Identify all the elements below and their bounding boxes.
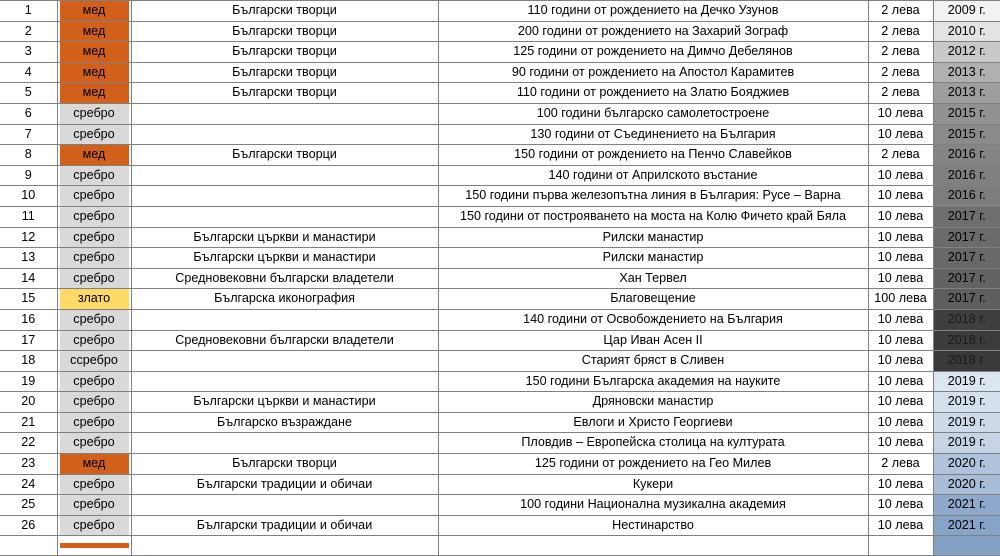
metal-chip-silver: сребро	[60, 104, 129, 124]
cell-year[interactable]: 2012 г.	[933, 42, 1000, 63]
metal-chip-silver: сребро	[60, 516, 129, 536]
cell-description[interactable]: Хан Тервел	[438, 268, 868, 289]
cell-metal[interactable]	[57, 21, 131, 42]
cell-denomination[interactable]: 10 лева	[868, 165, 933, 186]
cell-denomination[interactable]: 2 лева	[868, 1, 933, 22]
cell-row-number[interactable]: 17	[0, 330, 57, 351]
metal-chip-copper: мед	[60, 22, 129, 42]
cell-metal[interactable]	[57, 62, 131, 83]
cell-metal[interactable]	[57, 495, 131, 516]
cell-row-number[interactable]: 12	[0, 227, 57, 248]
cell-metal[interactable]	[57, 474, 131, 495]
cell-series[interactable]: Български творци	[131, 62, 438, 83]
cell-year[interactable]: 2018 г.	[933, 330, 1000, 351]
cell-denomination[interactable]: 10 лева	[868, 412, 933, 433]
cell-metal[interactable]	[57, 42, 131, 63]
table-row[interactable]	[0, 206, 1000, 227]
cell-metal[interactable]	[57, 536, 131, 556]
cell-metal[interactable]	[57, 186, 131, 207]
cell-metal[interactable]	[57, 351, 131, 372]
metal-chip-silver: сребро	[60, 310, 129, 330]
cell-series[interactable]: Български църкви и манастири	[131, 248, 438, 269]
table-row[interactable]	[0, 186, 1000, 207]
cell-description[interactable]: Цар Иван Асен II	[438, 330, 868, 351]
cell-denomination[interactable]: 100 лева	[868, 289, 933, 310]
cell-description[interactable]: 200 години от рождението на Захарий Зограф	[438, 21, 868, 42]
cell-series[interactable]	[131, 536, 438, 556]
cell-row-number[interactable]: 3	[0, 42, 57, 63]
table-row[interactable]	[0, 474, 1000, 495]
cell-row-number[interactable]: 2	[0, 21, 57, 42]
metal-chip-copper: мед	[60, 63, 129, 83]
cell-row-number[interactable]: 9	[0, 165, 57, 186]
cell-description[interactable]: Благовещение	[438, 289, 868, 310]
cell-metal[interactable]	[57, 103, 131, 124]
cell-row-number[interactable]: 18	[0, 351, 57, 372]
cell-row-number[interactable]: 21	[0, 412, 57, 433]
metal-chip-silver: сребро	[60, 207, 129, 227]
table-row[interactable]	[0, 412, 1000, 433]
metal-chip-silver: сребро	[60, 186, 129, 206]
cell-row-number[interactable]: 19	[0, 371, 57, 392]
cell-row-number[interactable]: 10	[0, 186, 57, 207]
cell-series[interactable]: Български творци	[131, 145, 438, 166]
cell-year[interactable]: 2015 г.	[933, 124, 1000, 145]
cell-year[interactable]: 2016 г.	[933, 165, 1000, 186]
cell-metal[interactable]	[57, 206, 131, 227]
cell-metal[interactable]	[57, 309, 131, 330]
cell-denomination[interactable]: 2 лева	[868, 83, 933, 104]
cell-year[interactable]: 2017 г.	[933, 268, 1000, 289]
cell-year[interactable]	[933, 536, 1000, 556]
cell-description[interactable]: Евлоги и Христо Георгиеви	[438, 412, 868, 433]
metal-chip-silver: сребро	[60, 125, 129, 145]
cell-denomination[interactable]: 10 лева	[868, 351, 933, 372]
cell-series[interactable]: Средновековни български владетели	[131, 268, 438, 289]
cell-denomination[interactable]: 10 лева	[868, 124, 933, 145]
cell-row-number[interactable]: 20	[0, 392, 57, 413]
metal-chip-silver: сребро	[60, 475, 129, 495]
metal-chip-silver: сребро	[60, 372, 129, 392]
cell-denomination[interactable]: 10 лева	[868, 392, 933, 413]
cell-series[interactable]: Български църкви и манастири	[131, 227, 438, 248]
cell-denomination[interactable]: 10 лева	[868, 330, 933, 351]
cell-row-number[interactable]: 8	[0, 145, 57, 166]
cell-series[interactable]: Български традиции и обичаи	[131, 474, 438, 495]
cell-denomination[interactable]: 10 лева	[868, 515, 933, 536]
table-row[interactable]	[0, 165, 1000, 186]
table-row[interactable]	[0, 495, 1000, 516]
table-row[interactable]	[0, 351, 1000, 372]
table-row[interactable]	[0, 145, 1000, 166]
cell-description[interactable]: Нестинарство	[438, 515, 868, 536]
cell-denomination[interactable]: 10 лева	[868, 474, 933, 495]
cell-series[interactable]	[131, 309, 438, 330]
cell-description[interactable]: 150 години Българска академия на науките	[438, 371, 868, 392]
cell-row-number[interactable]: 16	[0, 309, 57, 330]
cell-year[interactable]: 2015 г.	[933, 103, 1000, 124]
cell-row-number[interactable]: 23	[0, 454, 57, 475]
cell-metal[interactable]	[57, 330, 131, 351]
cell-description[interactable]: 125 години от рождението на Гео Милев	[438, 454, 868, 475]
cell-denomination[interactable]: 10 лева	[868, 186, 933, 207]
cell-description[interactable]: 110 години от рождението на Дечко Узунов	[438, 1, 868, 22]
table-row[interactable]	[0, 371, 1000, 392]
cell-series[interactable]: Български творци	[131, 454, 438, 475]
cell-denomination[interactable]: 2 лева	[868, 42, 933, 63]
metal-chip-silver: сребро	[60, 166, 129, 186]
metal-chip-copper: мед	[60, 83, 129, 103]
cell-row-number[interactable]: 26	[0, 515, 57, 536]
cell-series[interactable]: Български творци	[131, 83, 438, 104]
cell-metal[interactable]	[57, 289, 131, 310]
cell-metal[interactable]	[57, 515, 131, 536]
table-row[interactable]	[0, 433, 1000, 454]
metal-chip-gold: злато	[60, 289, 129, 309]
metal-chip-silver: ссребро	[60, 351, 129, 371]
cell-year[interactable]: 2020 г.	[933, 454, 1000, 475]
cell-row-number[interactable]: 22	[0, 433, 57, 454]
cell-series[interactable]: Български традиции и обичаи	[131, 515, 438, 536]
cell-denomination[interactable]: 2 лева	[868, 454, 933, 475]
cell-metal[interactable]	[57, 433, 131, 454]
cell-metal[interactable]	[57, 165, 131, 186]
cell-series[interactable]	[131, 103, 438, 124]
cell-series[interactable]	[131, 206, 438, 227]
cell-year[interactable]: 2013 г.	[933, 62, 1000, 83]
cell-row-number[interactable]: 11	[0, 206, 57, 227]
table-row[interactable]	[0, 42, 1000, 63]
cell-description[interactable]	[438, 536, 868, 556]
cell-row-number[interactable]: 7	[0, 124, 57, 145]
metal-chip-silver: сребро	[60, 392, 129, 412]
cell-description[interactable]: 140 години от Априлското въстание	[438, 165, 868, 186]
table-row[interactable]	[0, 268, 1000, 289]
metal-chip-silver: сребро	[60, 433, 129, 453]
table-row[interactable]	[0, 454, 1000, 475]
cell-description[interactable]: 150 години от построяването на моста на Колю Фичето край Бяла	[438, 206, 868, 227]
cell-row-number[interactable]: 15	[0, 289, 57, 310]
cell-denomination[interactable]: 10 лева	[868, 309, 933, 330]
cell-denomination[interactable]: 2 лева	[868, 62, 933, 83]
cell-description[interactable]: Кукери	[438, 474, 868, 495]
cell-description[interactable]: 150 години първа железопътна линия в България: Русе – Варна	[438, 186, 868, 207]
cell-description[interactable]: 100 години българско самолетостроене	[438, 103, 868, 124]
cell-denomination[interactable]: 10 лева	[868, 433, 933, 454]
cell-metal[interactable]	[57, 454, 131, 475]
cell-denomination[interactable]	[868, 536, 933, 556]
cell-denomination[interactable]: 10 лева	[868, 206, 933, 227]
cell-series[interactable]	[131, 495, 438, 516]
cell-year[interactable]: 2019 г.	[933, 412, 1000, 433]
cell-year[interactable]: 2019 г.	[933, 433, 1000, 454]
table-row[interactable]	[0, 289, 1000, 310]
cell-year[interactable]: 2019 г.	[933, 392, 1000, 413]
table-row[interactable]	[0, 392, 1000, 413]
cell-description[interactable]: Старият бряст в Сливен	[438, 351, 868, 372]
cell-series[interactable]: Български творци	[131, 1, 438, 22]
table-row[interactable]	[0, 21, 1000, 42]
cell-denomination[interactable]: 10 лева	[868, 103, 933, 124]
metal-chip-silver: сребро	[60, 331, 129, 351]
metal-chip-silver: сребро	[60, 228, 129, 248]
cell-series[interactable]: Български църкви и манастири	[131, 392, 438, 413]
cell-metal[interactable]	[57, 1, 131, 22]
cell-denomination[interactable]: 2 лева	[868, 145, 933, 166]
cell-series[interactable]	[131, 433, 438, 454]
metal-chip-copper: мед	[60, 454, 129, 474]
cell-metal[interactable]	[57, 248, 131, 269]
table-row[interactable]	[0, 103, 1000, 124]
cell-row-number[interactable]: 6	[0, 103, 57, 124]
cell-denomination[interactable]: 10 лева	[868, 371, 933, 392]
metal-chip-silver: сребро	[60, 269, 129, 289]
cell-year[interactable]: 2020 г.	[933, 474, 1000, 495]
cell-metal[interactable]	[57, 268, 131, 289]
cell-description[interactable]: 140 години от Освобождението на България	[438, 309, 868, 330]
cell-description[interactable]: 100 години Национална музикална академия	[438, 495, 868, 516]
cell-year[interactable]: 2017 г.	[933, 248, 1000, 269]
cell-series[interactable]: Българско възраждане	[131, 412, 438, 433]
cell-series[interactable]	[131, 371, 438, 392]
cell-denomination[interactable]: 10 лева	[868, 248, 933, 269]
table-row[interactable]	[0, 124, 1000, 145]
cell-year[interactable]: 2021 г.	[933, 515, 1000, 536]
table-row[interactable]	[0, 227, 1000, 248]
table-row[interactable]	[0, 62, 1000, 83]
cell-year[interactable]: 2017 г.	[933, 289, 1000, 310]
table-row[interactable]	[0, 248, 1000, 269]
cell-year[interactable]: 2017 г.	[933, 227, 1000, 248]
cell-description[interactable]: 150 години от рождението на Пенчо Славейков	[438, 145, 868, 166]
cell-row-number[interactable]: 4	[0, 62, 57, 83]
cell-year[interactable]: 2010 г.	[933, 21, 1000, 42]
cell-row-number[interactable]: 13	[0, 248, 57, 269]
cell-year[interactable]: 2018 г.	[933, 351, 1000, 372]
cell-description[interactable]: 110 години от рождението на Златю Бояджиев	[438, 83, 868, 104]
table-row[interactable]	[0, 309, 1000, 330]
cell-row-number[interactable]: 24	[0, 474, 57, 495]
cell-year[interactable]: 2016 г.	[933, 145, 1000, 166]
table-row[interactable]	[0, 515, 1000, 536]
table-row[interactable]	[0, 83, 1000, 104]
cell-metal[interactable]	[57, 145, 131, 166]
cell-metal[interactable]	[57, 83, 131, 104]
cell-year[interactable]: 2009 г.	[933, 1, 1000, 22]
cell-year[interactable]: 2013 г.	[933, 83, 1000, 104]
cell-year[interactable]: 2016 г.	[933, 186, 1000, 207]
metal-chip-copper: мед	[60, 42, 129, 62]
cell-row-number[interactable]: 5	[0, 83, 57, 104]
cell-metal[interactable]	[57, 371, 131, 392]
cell-denomination[interactable]: 10 лева	[868, 495, 933, 516]
cell-series[interactable]: Български творци	[131, 21, 438, 42]
cell-series[interactable]: Българска иконография	[131, 289, 438, 310]
metal-chip-copper	[60, 543, 129, 548]
cell-description[interactable]: Рилски манастир	[438, 248, 868, 269]
metal-chip-silver: сребро	[60, 248, 129, 268]
cell-metal[interactable]	[57, 412, 131, 433]
cell-year[interactable]: 2017 г.	[933, 206, 1000, 227]
cell-denomination[interactable]: 10 лева	[868, 227, 933, 248]
cell-description[interactable]: 90 години от рождението на Апостол Карамитев	[438, 62, 868, 83]
cell-year[interactable]: 2021 г.	[933, 495, 1000, 516]
cell-denomination[interactable]: 2 лева	[868, 21, 933, 42]
cell-series[interactable]	[131, 165, 438, 186]
cell-row-number[interactable]: 25	[0, 495, 57, 516]
table-body	[0, 1, 1000, 556]
cell-year[interactable]: 2018 г.	[933, 309, 1000, 330]
metal-chip-silver: сребро	[60, 495, 129, 515]
cell-denomination[interactable]: 10 лева	[868, 268, 933, 289]
cell-description[interactable]: 125 години от рождението на Димчо Дебелянов	[438, 42, 868, 63]
table-row[interactable]	[0, 330, 1000, 351]
cell-description[interactable]: Пловдив – Европейска столица на културата	[438, 433, 868, 454]
cell-row-number[interactable]	[0, 536, 57, 556]
metal-chip-copper: мед	[60, 1, 129, 21]
cell-series[interactable]	[131, 124, 438, 145]
metal-chip-silver: сребро	[60, 413, 129, 433]
cell-row-number[interactable]: 1	[0, 1, 57, 22]
cell-series[interactable]	[131, 186, 438, 207]
cell-description[interactable]: Рилски манастир	[438, 227, 868, 248]
cell-series[interactable]	[131, 351, 438, 372]
cell-year[interactable]: 2019 г.	[933, 371, 1000, 392]
cell-metal[interactable]	[57, 392, 131, 413]
cell-row-number[interactable]: 14	[0, 268, 57, 289]
cell-series[interactable]: Български творци	[131, 42, 438, 63]
cell-series[interactable]: Средновековни български владетели	[131, 330, 438, 351]
metal-chip-copper: мед	[60, 145, 129, 165]
cell-metal[interactable]	[57, 227, 131, 248]
table-row[interactable]	[0, 536, 1000, 556]
cell-metal[interactable]	[57, 124, 131, 145]
cell-description[interactable]: Дряновски манастир	[438, 392, 868, 413]
cell-description[interactable]: 130 години от Съединението на България	[438, 124, 868, 145]
table-row[interactable]	[0, 1, 1000, 22]
